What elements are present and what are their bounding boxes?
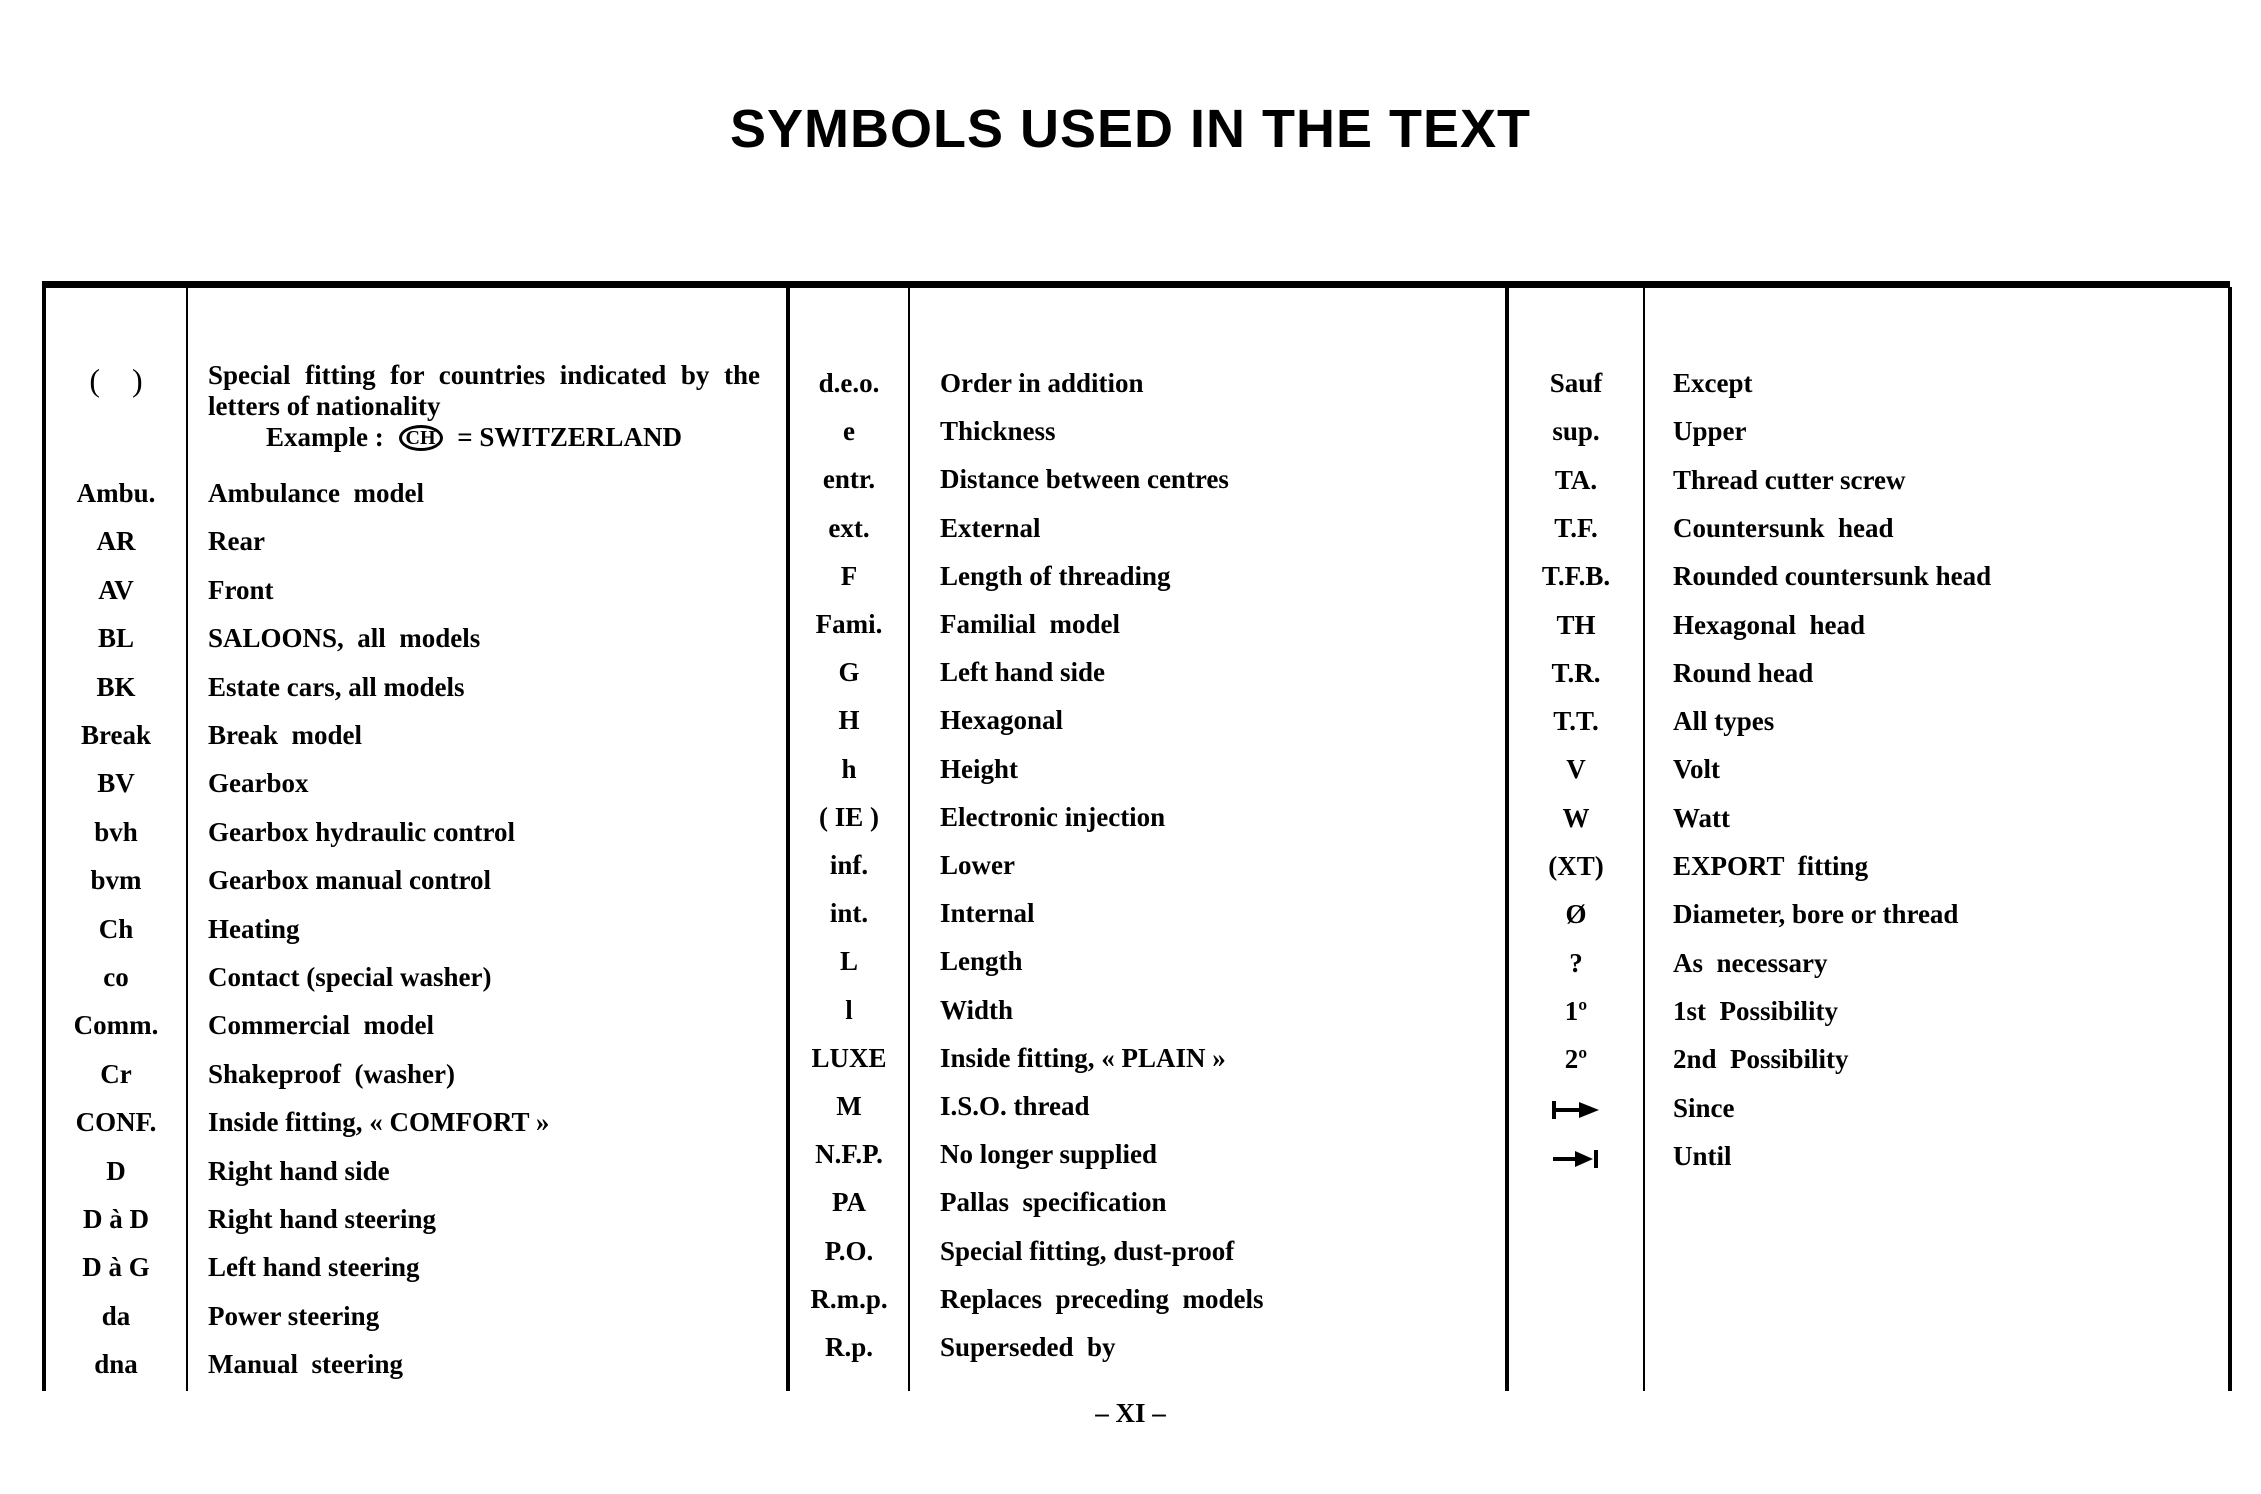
description-cell: Diameter, bore or thread [1673, 899, 1959, 930]
description-cell: Hexagonal head [1673, 609, 1866, 640]
symbol-cell: V [1566, 754, 1586, 785]
symbols-column-3 [1509, 360, 2228, 1360]
symbol-cell: Cr [100, 1058, 132, 1089]
symbol-cell: (XT) [1548, 851, 1604, 881]
description-cell: Right hand side [208, 1155, 390, 1186]
description-cell: EXPORT fitting [1673, 851, 1869, 881]
description-cell: Volt [1673, 754, 1721, 785]
symbol-cell: co [103, 962, 129, 992]
symbol-cell: W [1562, 802, 1590, 833]
description-cell: As necessary [1673, 947, 1828, 978]
symbol-cell: bvm [90, 865, 142, 896]
description-cell: Order in addition [940, 368, 1144, 398]
description-cell: Rounded countersunk head [1673, 561, 1992, 592]
description-cell: I.S.O. thread [940, 1091, 1090, 1121]
description-cell: Inside fitting, « COMFORT » [208, 1107, 550, 1138]
description-cell: Watt [1673, 802, 1730, 833]
table-top-rule [42, 281, 2230, 288]
symbols-column-1 [46, 360, 786, 1380]
description-cell: Left hand steering [208, 1252, 420, 1283]
symbol-cell: BL [97, 623, 135, 654]
description-cell: External [940, 512, 1041, 543]
symbol-cell: F [840, 560, 858, 591]
description-cell: Thread cutter screw [1673, 464, 1906, 495]
description-cell: Except [1673, 368, 1753, 398]
description-cell: Superseded by [940, 1332, 1116, 1362]
symbol-cell: R.m.p. [810, 1283, 888, 1314]
symbol-cell: int. [829, 898, 869, 929]
description-cell: Hexagonal [940, 705, 1064, 736]
description-cell: Rear [208, 526, 265, 557]
symbol-cell: 1º [1564, 995, 1588, 1026]
description-cell: Gearbox hydraulic control [208, 816, 515, 847]
description-cell: Until [1673, 1140, 1732, 1171]
symbol-cell: l [845, 994, 853, 1025]
symbol-cell: ext. [828, 512, 870, 543]
description-cell: Power steering [208, 1300, 380, 1331]
symbol-cell: R.p. [824, 1332, 873, 1362]
description-cell: All types [1673, 706, 1775, 737]
description-cell: Gearbox manual control [208, 865, 491, 896]
description-cell: Special fitting, dust-proof [940, 1235, 1235, 1266]
symbol-cell: Ch [98, 913, 134, 944]
description-cell: 1st Possibility [1673, 995, 1839, 1026]
description-cell: Width [940, 994, 1014, 1025]
symbol-cell: T.F. [1554, 512, 1598, 543]
nationality-ch-mark: CH [399, 425, 443, 451]
column-divider [2228, 287, 2232, 1391]
symbol-cell: TH [1556, 609, 1596, 640]
symbols-column-2 [790, 360, 1505, 1360]
description-cell: Estate cars, all models [208, 671, 465, 702]
description-cell: Thickness [940, 416, 1056, 447]
description-cell: Distance between centres [940, 464, 1229, 495]
description-cell: Lower [940, 850, 1015, 880]
symbol-cell: PA [832, 1187, 866, 1218]
symbol-cell: e [843, 416, 855, 447]
description-cell: Commercial model [208, 1010, 434, 1041]
description-cell: Break model [208, 720, 362, 750]
example-label: Example : [266, 422, 384, 452]
symbol-cell: D à D [83, 1204, 149, 1234]
symbol-cell: T.R. [1551, 657, 1601, 688]
description-cell: Round head [1673, 657, 1814, 688]
symbol-cell: h [841, 753, 857, 784]
symbol-cell: 2º [1564, 1044, 1588, 1075]
symbol-cell: entr. [822, 464, 876, 495]
description-cell: Internal [940, 898, 1035, 929]
description-cell: Shakeproof (washer) [208, 1058, 456, 1089]
since-arrow-icon [1509, 1093, 1643, 1124]
symbol-cell: CONF. [75, 1107, 157, 1138]
first-entry-text: Special fitting for countries indicated by the letters of nationality [208, 360, 760, 421]
description-cell: 2nd Possibility [1673, 1044, 1849, 1075]
description-cell: Left hand side [940, 657, 1106, 688]
description-cell: Familial model [940, 609, 1120, 639]
description-cell: SALOONS, all models [208, 623, 481, 654]
description-cell: Front [208, 574, 274, 605]
symbol-cell: P.O. [824, 1235, 874, 1266]
page-title: SYMBOLS USED IN THE TEXT [729, 99, 1532, 159]
symbol-cell: L [839, 946, 858, 977]
symbol-cell: Ambu. [76, 478, 156, 508]
symbol-cell: Ø [1565, 899, 1587, 930]
symbol-cell: Break [80, 720, 151, 750]
until-arrow-icon [1509, 1141, 1643, 1172]
symbol-cell: dna [94, 1349, 138, 1380]
symbol-cell: LUXE [811, 1042, 887, 1073]
symbol-cell: N.F.P. [815, 1139, 883, 1170]
symbol-cell: ? [1569, 947, 1583, 978]
description-cell: Gearbox [208, 768, 309, 799]
symbol-cell: d.e.o. [818, 368, 880, 398]
symbol-cell: inf. [829, 850, 869, 880]
symbol-cell: sup. [1552, 416, 1600, 447]
symbol-cell: M [836, 1091, 862, 1121]
description-cell: Length of threading [940, 560, 1171, 591]
description-cell: Countersunk head [1673, 512, 1894, 543]
description-cell: Electronic injection [940, 801, 1166, 832]
description-cell: Since [1673, 1092, 1735, 1123]
example-value: = SWITZERLAND [457, 422, 682, 452]
page-number: – XI – [1095, 1398, 1166, 1428]
symbol-cell: D [106, 1155, 126, 1186]
symbol-cell: Comm. [73, 1010, 159, 1041]
symbol-parentheses: ( ) [89, 362, 143, 398]
description-cell: No longer supplied [940, 1139, 1158, 1170]
description-cell: Inside fitting, « PLAIN » [940, 1042, 1226, 1073]
symbol-cell: BK [96, 671, 136, 702]
description-cell: Ambulance model [208, 478, 424, 508]
description-cell: Length [940, 946, 1023, 977]
symbol-cell: Sauf [1549, 368, 1603, 398]
description-cell: Replaces preceding models [940, 1283, 1264, 1314]
symbol-cell: D à G [82, 1252, 150, 1283]
symbol-cell: bvh [94, 816, 138, 847]
symbol-cell: Fami. [815, 609, 883, 639]
symbol-cell: T.T. [1553, 706, 1599, 737]
description-cell: Pallas specification [940, 1187, 1167, 1218]
symbol-cell: AV [98, 574, 134, 605]
description-cell: Right hand steering [208, 1204, 437, 1234]
symbol-cell: da [101, 1300, 131, 1331]
description-cell: Contact (special washer) [208, 962, 492, 992]
symbol-cell: BV [97, 768, 135, 799]
symbol-cell: ( IE ) [819, 801, 879, 832]
description-cell: Height [940, 753, 1018, 784]
symbol-cell: AR [96, 526, 136, 557]
description-cell: Heating [208, 913, 300, 944]
symbol-cell: H [838, 705, 860, 736]
description-cell: Upper [1673, 416, 1747, 447]
description-cell: Manual steering [208, 1349, 403, 1380]
symbol-cell: G [838, 657, 860, 688]
symbol-cell: T.F.B. [1541, 561, 1611, 592]
symbol-cell: TA. [1554, 464, 1598, 495]
